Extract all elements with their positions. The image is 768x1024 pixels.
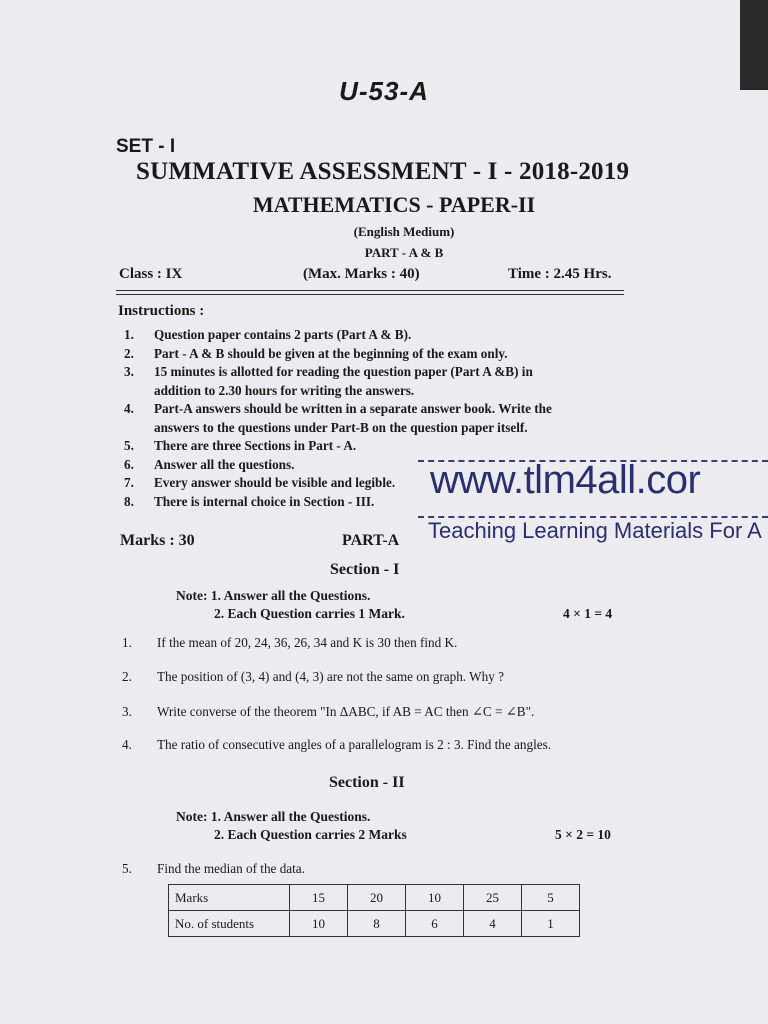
section-1-score: 4 × 1 = 4 [563,606,613,621]
table-cell: 25 [464,885,522,911]
instruction-item: 5. There are three Sections in Part - A. [124,438,357,453]
section-2-note-2: 2. Each Question carries 2 Marks [214,827,407,842]
class-label: Class : IX [119,266,183,282]
table-cell: 5 [522,885,580,911]
part-label: PART - A & B [364,245,444,260]
section-2-score: 5 × 2 = 10 [555,827,611,842]
table-cell: 4 [464,911,522,937]
table-cell: 20 [348,885,406,911]
set-label: SET - I [116,136,176,157]
table-cell: Marks [169,885,290,911]
table-row [169,885,580,911]
table-cell: 10 [290,911,348,937]
question-5: 5. Find the median of the data. [122,861,305,876]
instruction-item: 2. Part - A & B should be given at the beginning of the exam only. [124,345,508,361]
median-data-table [168,884,580,937]
question-4: 4. The ratio of consecutive angles of a parallelogram is 2 : 3. Find the angles. [122,737,552,752]
instruction-item: 7. Every answer should be visible and legible. [124,475,396,490]
instruction-item: 8. There is internal choice in Section - III. [124,493,375,509]
medium-label: (English Medium) [353,224,455,239]
max-marks-label: (Max. Marks : 40) [303,266,420,282]
section-1-note-1: Note: 1. Answer all the Questions. [176,588,371,603]
table-row [169,911,580,937]
instructions-title: Instructions : [118,303,205,319]
section-2-title: Section - II [329,774,405,791]
header-rule-top [116,290,624,291]
question-1: 1. If the mean of 20, 24, 36, 26, 34 and K is 30 then find K. [122,635,458,650]
section-1-note-2: 2. Each Question carries 1 Mark. [214,606,405,621]
instruction-item: 6. Answer all the questions. [124,456,295,472]
part-a-title: PART-A [342,532,400,549]
exam-title: SUMMATIVE ASSESSMENT - I - 2018-2019 [136,158,630,185]
time-label: Time : 2.45 Hrs. [508,266,612,282]
question-3: 3. Write converse of the theorem "In ΔABC, if AB = AC then ∠C = ∠B". [122,704,535,719]
table-cell: 8 [348,911,406,937]
section-1-title: Section - I [330,561,400,578]
instruction-item: 3. 15 minutes is allotted for reading the question paper (Part A &B) in addition to 2.30 hours for writing the answers. [124,364,533,398]
instruction-item: 1. Question paper contains 2 parts (Part A & B). [124,327,412,342]
table-cell: 10 [406,885,464,911]
section-2-note-1: Note: 1. Answer all the Questions. [176,809,371,824]
instruction-item: 4. Part-A answers should be written in a separate answer book. Write the answers to the questions under Part-B on the question paper itself. [124,401,552,435]
table-cell: 6 [406,911,464,937]
table-cell: 1 [522,911,580,937]
table-cell: 15 [290,885,348,911]
header-rule-bottom [116,294,624,295]
watermark-tagline: Teaching Learning Materials For A [428,518,762,543]
part-a-marks: Marks : 30 [120,532,195,549]
paper-title: MATHEMATICS - PAPER-II [252,192,536,217]
question-2: 2. The position of (3, 4) and (4, 3) are not the same on graph. Why ? [122,669,504,684]
watermark-url: www.tlm4all.cor [430,458,701,502]
table-cell: No. of students [169,911,290,937]
paper-code: U-53-A [339,76,429,106]
